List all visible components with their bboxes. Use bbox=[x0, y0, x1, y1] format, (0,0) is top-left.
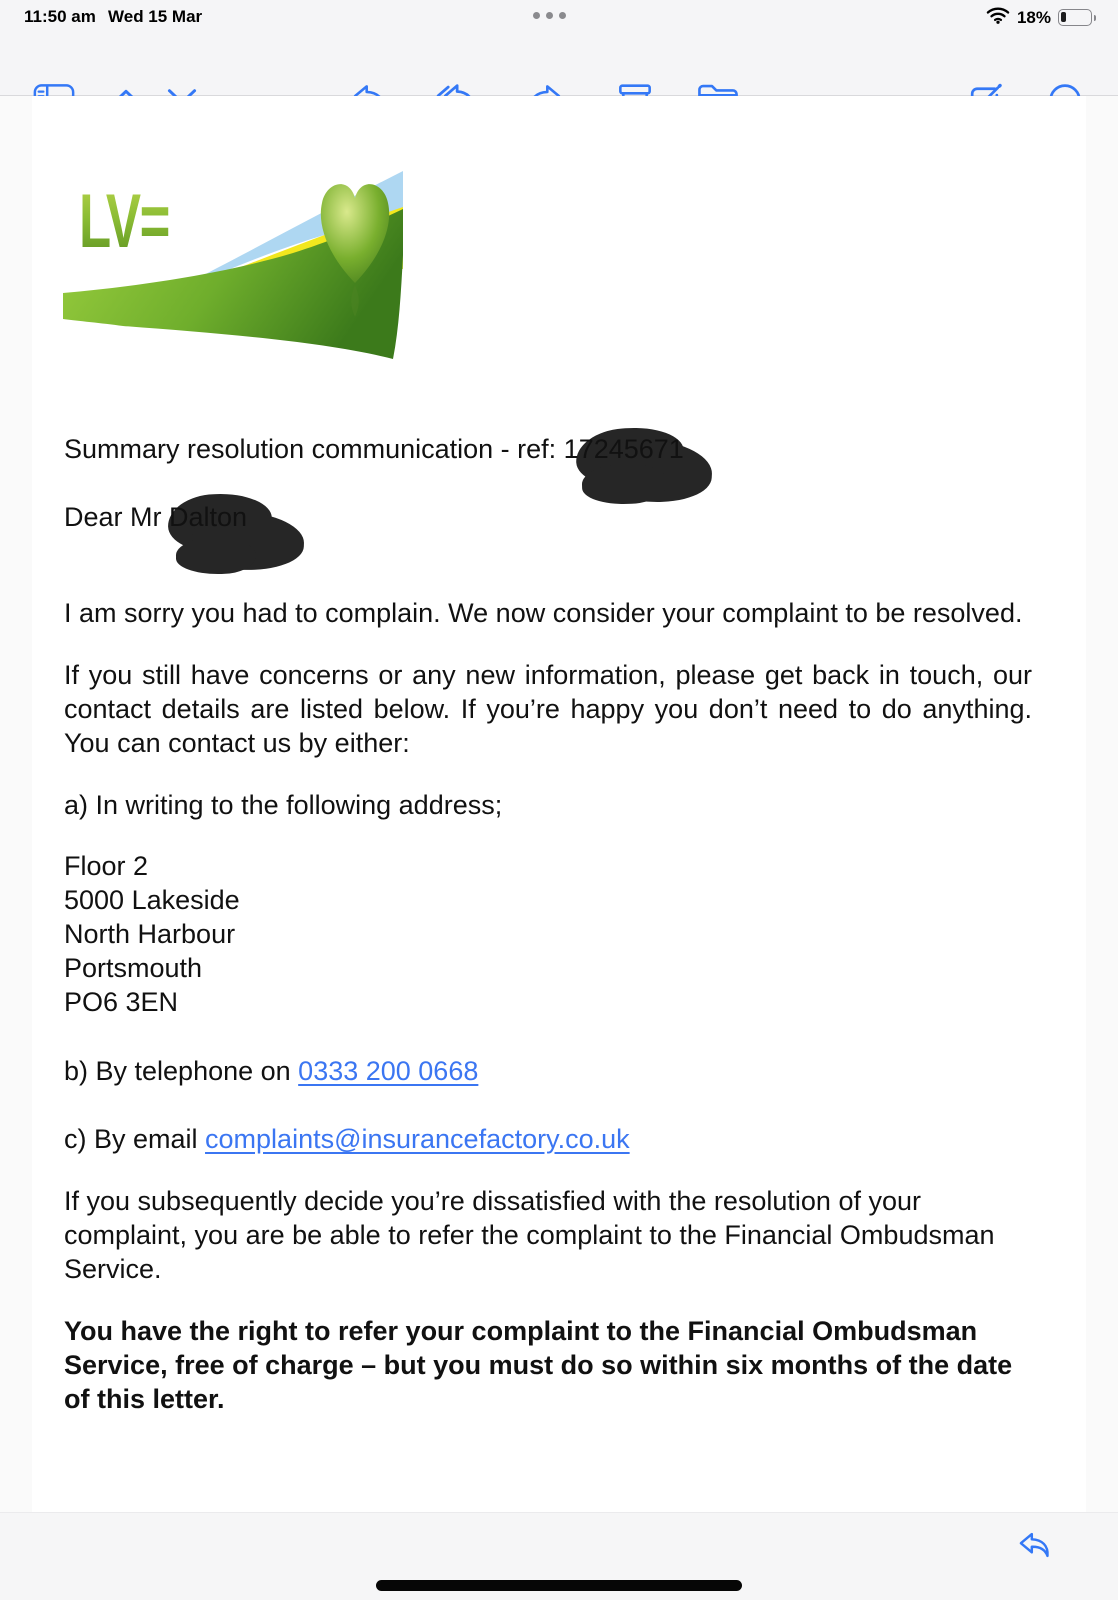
salutation-text: Dear Mr bbox=[64, 502, 170, 532]
paragraph: I am sorry you had to complain. We now consider your complaint to be resolved. bbox=[64, 598, 1023, 628]
wifi-icon bbox=[986, 6, 1010, 29]
salutation-name: Dalton bbox=[169, 502, 248, 532]
address-line: Floor 2 bbox=[64, 851, 149, 881]
ombudsman-notice: You have the right to refer your complaint to the Financial Ombudsman Service, free of charge – but you must do so within six months of the date of this letter. bbox=[64, 1316, 1013, 1414]
subject-ref: 17245671 bbox=[563, 434, 684, 464]
lv-logo bbox=[63, 163, 403, 368]
address-line: 5000 Lakeside bbox=[64, 885, 240, 915]
lv-logo-text: LV= bbox=[79, 179, 169, 264]
page-left-gutter bbox=[0, 96, 32, 1512]
address-line: PO6 3EN bbox=[64, 987, 179, 1017]
option-b-line bbox=[64, 1054, 1032, 1088]
option-c-text: c) By email bbox=[64, 1124, 206, 1154]
battery-percent: 18% bbox=[1016, 7, 1051, 27]
header bbox=[0, 0, 1118, 96]
paragraph: If you subsequently decide you’re dissatisfied with the resolution of your complaint, you are be able to refer the complaint to the Financial Ombudsman Service. bbox=[64, 1186, 995, 1284]
reply-icon[interactable] bbox=[1016, 1529, 1052, 1568]
email-link[interactable]: complaints@insurancefactory.co.uk bbox=[205, 1124, 630, 1154]
bottom-bar bbox=[0, 1512, 1118, 1600]
email-letter bbox=[32, 96, 1086, 1512]
option-c-line bbox=[64, 1122, 1032, 1156]
phone-link[interactable]: 0333 200 0668 bbox=[298, 1056, 479, 1086]
address-line: North Harbour bbox=[64, 919, 236, 949]
page-right-gutter bbox=[1086, 96, 1118, 1512]
battery-icon bbox=[1058, 9, 1092, 26]
multitask-dots-icon bbox=[533, 12, 566, 19]
home-indicator[interactable] bbox=[376, 1580, 742, 1591]
address-line: Portsmouth bbox=[64, 953, 203, 983]
status-date: Wed 15 Mar bbox=[108, 7, 203, 26]
option-b-text: b) By telephone on bbox=[64, 1056, 299, 1086]
postal-address bbox=[64, 849, 1032, 1019]
paragraph: If you still have concerns or any new information, please get back in touch, our contact details are listed below. If you’re happy you don’t need to do anything. You can contact us by either: bbox=[64, 660, 1032, 758]
subject-text: Summary resolution communication - ref: bbox=[64, 434, 564, 464]
status-bar bbox=[0, 0, 1118, 36]
mail-toolbar bbox=[0, 36, 1118, 96]
letter-body bbox=[64, 432, 1032, 1416]
status-time: 11:50 am bbox=[24, 7, 96, 26]
option-a-line: a) In writing to the following address; bbox=[64, 790, 503, 820]
redaction-scribble bbox=[176, 538, 256, 574]
salutation-line bbox=[64, 500, 1032, 534]
subject-line bbox=[64, 432, 1032, 466]
